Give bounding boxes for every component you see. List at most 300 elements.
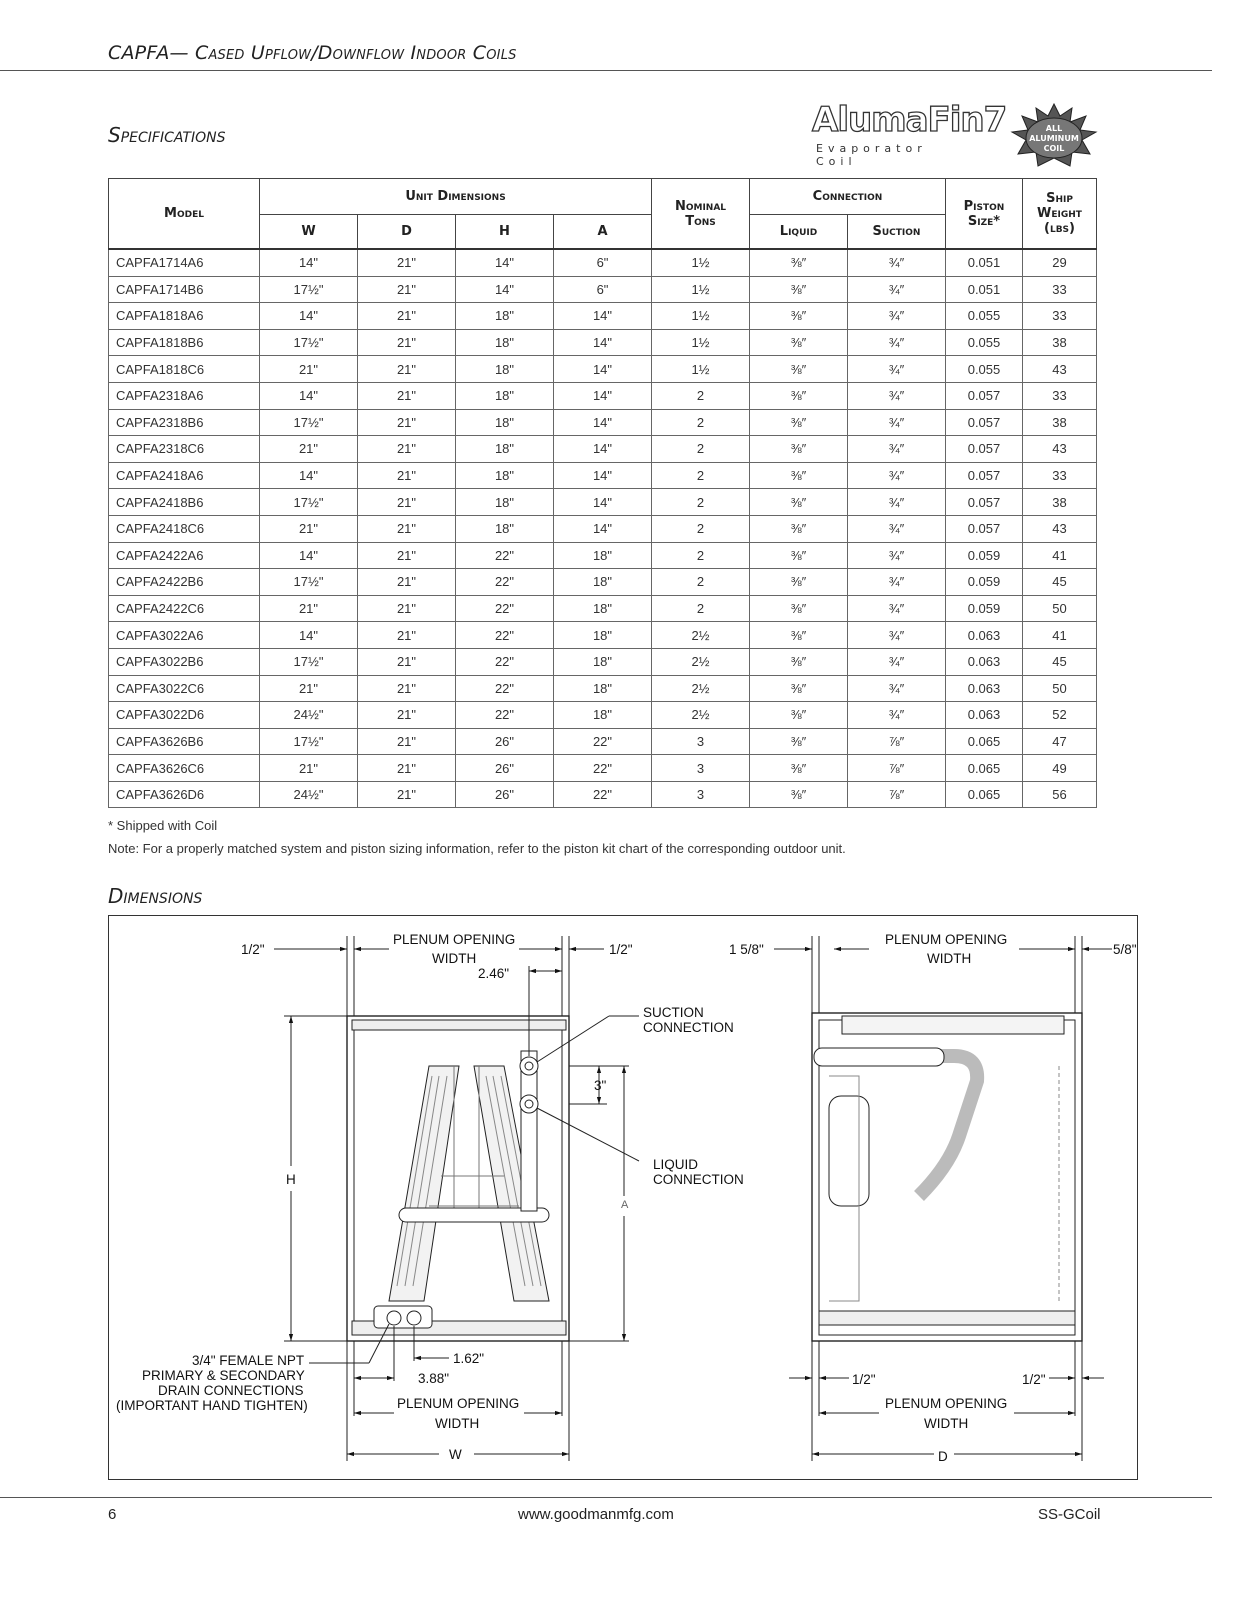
table-cell: 2½ [652, 622, 750, 649]
table-cell: 43 [1023, 436, 1097, 463]
table-cell: 21" [358, 356, 456, 383]
liquid-label-1: LIQUID [653, 1157, 699, 1172]
table-cell: ⅜″ [750, 702, 848, 729]
table-cell: ¾″ [848, 276, 946, 303]
table-row [109, 382, 1097, 409]
table-row [109, 515, 1097, 542]
side-d-label: D [938, 1449, 948, 1464]
table-cell: ¾″ [848, 489, 946, 516]
table-cell: 14" [554, 462, 652, 489]
table-cell: 56 [1023, 781, 1097, 808]
dimensions-diagram [108, 915, 1138, 1480]
side-header-tube [814, 1048, 944, 1066]
table-cell: 29 [1023, 249, 1097, 276]
table-cell: 33 [1023, 276, 1097, 303]
table-row [109, 702, 1097, 729]
table-cell: 18" [456, 462, 554, 489]
table-cell: CAPFA2422A6 [109, 542, 260, 569]
side-half-right: 1/2" [1022, 1372, 1046, 1387]
header-suction: Suction [848, 215, 946, 250]
table-row [109, 781, 1097, 808]
table-cell: 3 [652, 728, 750, 755]
table-cell: CAPFA1714B6 [109, 276, 260, 303]
table-cell: 21" [358, 728, 456, 755]
table-cell: 21" [358, 489, 456, 516]
table-cell: ¾″ [848, 436, 946, 463]
table-cell: 22" [456, 648, 554, 675]
table-cell: 2 [652, 569, 750, 596]
table-cell: 21" [260, 436, 358, 463]
footer-rule [0, 1497, 1212, 1498]
front-dim-246: 2.46" [478, 966, 510, 981]
table-cell: ¾″ [848, 675, 946, 702]
table-cell: 2 [652, 382, 750, 409]
table-cell: 47 [1023, 728, 1097, 755]
table-cell: 22" [456, 675, 554, 702]
table-cell: 0.057 [946, 382, 1023, 409]
table-cell: ⅜″ [750, 781, 848, 808]
table-cell: ⅜″ [750, 515, 848, 542]
table-cell: 18" [456, 303, 554, 330]
table-cell: 17½" [260, 648, 358, 675]
page-header-title: CAPFA— Cased Upflow/Downflow Indoor Coils [108, 42, 517, 64]
table-row [109, 303, 1097, 330]
footer-doc-id: SS-GCoil [1038, 1506, 1101, 1523]
table-cell: ¾″ [848, 303, 946, 330]
table-cell: 14" [554, 303, 652, 330]
table-cell: ⅜″ [750, 356, 848, 383]
table-cell: ⅜″ [750, 648, 848, 675]
table-cell: ¾″ [848, 462, 946, 489]
table-cell: CAPFA2422B6 [109, 569, 260, 596]
drain-primary [387, 1311, 401, 1325]
table-cell: ⅜″ [750, 409, 848, 436]
table-cell: 21" [358, 409, 456, 436]
front-dim-388: 3.88" [418, 1371, 450, 1386]
all-aluminum-coil-badge [1010, 102, 1098, 170]
footnote-note: Note: For a properly matched system and piston sizing information, refer to the piston kit chart of the corresponding outdoor unit. [108, 841, 846, 856]
table-cell: 17½" [260, 329, 358, 356]
table-cell: ⅞″ [848, 755, 946, 782]
table-row [109, 329, 1097, 356]
side-plenum-top-2: WIDTH [927, 951, 972, 966]
specifications-title: Specifications [108, 123, 226, 147]
suction-label-2: CONNECTION [643, 1020, 734, 1035]
side-drain-pan [819, 1311, 1075, 1325]
table-cell: ¾″ [848, 249, 946, 276]
table-row [109, 622, 1097, 649]
front-dim-162: 1.62" [453, 1351, 485, 1366]
table-cell: 33 [1023, 303, 1097, 330]
table-cell: ⅜″ [750, 595, 848, 622]
table-cell: 52 [1023, 702, 1097, 729]
table-row [109, 489, 1097, 516]
table-cell: CAPFA3022B6 [109, 648, 260, 675]
table-cell: CAPFA2418A6 [109, 462, 260, 489]
table-row [109, 249, 1097, 276]
table-cell: CAPFA1818C6 [109, 356, 260, 383]
alumafin-logo [812, 100, 1007, 168]
table-cell: 3 [652, 755, 750, 782]
table-cell: 14" [554, 489, 652, 516]
table-cell: 18" [456, 329, 554, 356]
side-plenum-bottom-1: PLENUM OPENING [885, 1396, 1008, 1411]
table-cell: 18" [554, 648, 652, 675]
table-cell: ⅜″ [750, 569, 848, 596]
table-cell: 6" [554, 276, 652, 303]
table-cell: 0.055 [946, 329, 1023, 356]
table-cell: ⅞″ [848, 728, 946, 755]
table-cell: 0.063 [946, 648, 1023, 675]
table-cell: 50 [1023, 595, 1097, 622]
table-cell: 33 [1023, 462, 1097, 489]
table-cell: 18" [554, 595, 652, 622]
table-cell: 26" [456, 755, 554, 782]
header-d: D [358, 215, 456, 250]
table-cell: 22" [554, 728, 652, 755]
table-cell: 41 [1023, 622, 1097, 649]
table-cell: ¾″ [848, 329, 946, 356]
table-row [109, 276, 1097, 303]
table-cell: 45 [1023, 648, 1097, 675]
table-cell: 43 [1023, 356, 1097, 383]
table-cell: 21" [358, 702, 456, 729]
table-cell: 21" [358, 622, 456, 649]
table-cell: CAPFA2422C6 [109, 595, 260, 622]
table-cell: 21" [358, 382, 456, 409]
table-cell: 18" [456, 382, 554, 409]
table-cell: 18" [554, 542, 652, 569]
table-cell: 14" [260, 542, 358, 569]
table-cell: 2 [652, 409, 750, 436]
table-cell: 22" [456, 569, 554, 596]
table-cell: 0.065 [946, 781, 1023, 808]
table-cell: CAPFA3626C6 [109, 755, 260, 782]
liquid-label-2: CONNECTION [653, 1172, 744, 1187]
table-cell: ⅜″ [750, 622, 848, 649]
table-row [109, 356, 1097, 383]
header-liquid: Liquid [750, 215, 848, 250]
table-cell: ⅜″ [750, 542, 848, 569]
table-cell: 18" [456, 436, 554, 463]
front-a-label: A [621, 1199, 629, 1211]
specifications-table [108, 178, 1097, 808]
table-cell: 21" [358, 329, 456, 356]
table-cell: 14" [260, 382, 358, 409]
table-cell: CAPFA2418C6 [109, 515, 260, 542]
drain-pan-block [374, 1306, 432, 1328]
table-row [109, 542, 1097, 569]
table-cell: CAPFA2418B6 [109, 489, 260, 516]
table-cell: 38 [1023, 329, 1097, 356]
table-cell: 21" [358, 436, 456, 463]
table-row [109, 462, 1097, 489]
table-cell: 17½" [260, 728, 358, 755]
table-cell: 14" [554, 436, 652, 463]
side-dim-158: 1 5/8" [729, 942, 764, 957]
table-cell: 18" [456, 356, 554, 383]
table-cell: ¾″ [848, 409, 946, 436]
table-cell: 21" [358, 569, 456, 596]
suction-label-1: SUCTION [643, 1005, 704, 1020]
table-row [109, 595, 1097, 622]
table-row [109, 755, 1097, 782]
side-plenum-bottom-2: WIDTH [924, 1416, 969, 1431]
table-cell: 21" [358, 249, 456, 276]
table-cell: 45 [1023, 569, 1097, 596]
table-cell: 0.059 [946, 595, 1023, 622]
table-cell: 17½" [260, 489, 358, 516]
table-cell: ¾″ [848, 515, 946, 542]
side-view [774, 936, 1112, 1461]
table-cell: 0.063 [946, 702, 1023, 729]
table-cell: 6" [554, 249, 652, 276]
front-dim-3: 3" [594, 1078, 607, 1093]
header-rule [0, 70, 1212, 71]
table-cell: ⅜″ [750, 382, 848, 409]
table-cell: 0.051 [946, 249, 1023, 276]
table-cell: 2 [652, 595, 750, 622]
header-h: H [456, 215, 554, 250]
table-cell: 0.059 [946, 542, 1023, 569]
front-half-inch-left: 1/2" [241, 942, 265, 957]
table-cell: 2 [652, 462, 750, 489]
logo-brand: AlumaFin7 [812, 100, 1007, 140]
table-cell: 0.057 [946, 462, 1023, 489]
table-cell: 14" [554, 329, 652, 356]
drain-label-4: (IMPORTANT HAND TIGHTEN) [116, 1398, 308, 1413]
header-nominal-tons: Nominal Tons [652, 179, 750, 250]
side-top-rail [842, 1016, 1064, 1034]
badge-line-2: ALUMINUM [1029, 134, 1079, 143]
table-cell: 0.057 [946, 489, 1023, 516]
table-cell: CAPFA3022C6 [109, 675, 260, 702]
table-cell: 21" [358, 276, 456, 303]
table-cell: 22" [456, 622, 554, 649]
table-cell: 1½ [652, 356, 750, 383]
table-cell: 18" [456, 489, 554, 516]
table-cell: 21" [260, 675, 358, 702]
table-cell: ¾″ [848, 569, 946, 596]
table-cell: 14" [456, 249, 554, 276]
header-a: A [554, 215, 652, 250]
table-cell: ⅞″ [848, 781, 946, 808]
table-cell: 0.057 [946, 515, 1023, 542]
table-cell: 24½" [260, 702, 358, 729]
footer-url: www.goodmanmfg.com [518, 1506, 674, 1523]
side-plenum-top-1: PLENUM OPENING [885, 932, 1008, 947]
front-plenum-bottom-2: WIDTH [435, 1416, 480, 1431]
table-cell: ⅜″ [750, 303, 848, 330]
table-cell: 21" [260, 755, 358, 782]
table-cell: 2½ [652, 675, 750, 702]
table-cell: ⅜″ [750, 436, 848, 463]
table-cell: 41 [1023, 542, 1097, 569]
table-cell: 0.063 [946, 622, 1023, 649]
table-cell: 0.057 [946, 436, 1023, 463]
table-cell: 24½" [260, 781, 358, 808]
table-cell: ⅜″ [750, 249, 848, 276]
header-unit-dimensions: Unit Dimensions [260, 179, 652, 215]
specifications-table-body [109, 249, 1097, 808]
table-cell: ¾″ [848, 622, 946, 649]
table-cell: 3 [652, 781, 750, 808]
table-cell: 18" [456, 515, 554, 542]
table-cell: 14" [260, 462, 358, 489]
front-view [274, 936, 639, 1461]
badge-line-1: ALL [1045, 124, 1063, 133]
table-cell: CAPFA2318B6 [109, 409, 260, 436]
table-cell: 0.051 [946, 276, 1023, 303]
table-cell: 21" [358, 781, 456, 808]
table-cell: CAPFA3626B6 [109, 728, 260, 755]
table-cell: 0.059 [946, 569, 1023, 596]
table-cell: 0.055 [946, 303, 1023, 330]
table-cell: 0.057 [946, 409, 1023, 436]
table-cell: CAPFA1818A6 [109, 303, 260, 330]
table-cell: 21" [358, 303, 456, 330]
table-cell: CAPFA3022A6 [109, 622, 260, 649]
table-cell: ⅜″ [750, 675, 848, 702]
logo-tagline: Evaporator Coil [816, 142, 927, 168]
table-cell: 14" [260, 622, 358, 649]
footer-page-number: 6 [108, 1506, 117, 1523]
table-cell: 33 [1023, 382, 1097, 409]
table-cell: 2 [652, 542, 750, 569]
dimensions-title: Dimensions [108, 884, 203, 908]
table-cell: 21" [260, 515, 358, 542]
table-cell: 2 [652, 489, 750, 516]
header-piston-size: Piston Size* [946, 179, 1023, 250]
table-cell: 22" [456, 702, 554, 729]
table-cell: ⅜″ [750, 329, 848, 356]
table-cell: ⅜″ [750, 276, 848, 303]
table-cell: 14" [456, 276, 554, 303]
table-row [109, 409, 1097, 436]
table-row [109, 569, 1097, 596]
table-cell: 21" [358, 462, 456, 489]
table-cell: 14" [554, 382, 652, 409]
side-accumulator [829, 1096, 869, 1206]
coil-left-slab [389, 1066, 459, 1301]
table-cell: 49 [1023, 755, 1097, 782]
front-w-label: W [449, 1447, 462, 1462]
table-cell: 26" [456, 781, 554, 808]
table-cell: 26" [456, 728, 554, 755]
table-cell: 1½ [652, 276, 750, 303]
front-half-inch-right: 1/2" [609, 942, 633, 957]
table-cell: 2½ [652, 702, 750, 729]
table-cell: 43 [1023, 515, 1097, 542]
table-cell: 22" [456, 595, 554, 622]
header-connection: Connection [750, 179, 946, 215]
table-cell: ⅜″ [750, 755, 848, 782]
header-w: W [260, 215, 358, 250]
table-cell: 21" [260, 595, 358, 622]
table-cell: 0.055 [946, 356, 1023, 383]
table-cell: ⅜″ [750, 462, 848, 489]
table-cell: 17½" [260, 409, 358, 436]
table-cell: 21" [358, 648, 456, 675]
table-cell: CAPFA2318A6 [109, 382, 260, 409]
table-cell: 14" [554, 515, 652, 542]
table-cell: 17½" [260, 569, 358, 596]
front-plenum-top-2: WIDTH [432, 951, 477, 966]
table-cell: 2 [652, 515, 750, 542]
table-cell: 1½ [652, 303, 750, 330]
table-cell: 0.065 [946, 728, 1023, 755]
table-row [109, 436, 1097, 463]
table-cell: 21" [358, 515, 456, 542]
header-ship-weight: Ship Weight (lbs) [1023, 179, 1097, 250]
table-cell: 18" [554, 622, 652, 649]
table-cell: 38 [1023, 489, 1097, 516]
table-cell: CAPFA1818B6 [109, 329, 260, 356]
table-cell: 2½ [652, 648, 750, 675]
table-cell: CAPFA1714A6 [109, 249, 260, 276]
table-cell: 18" [456, 409, 554, 436]
table-row [109, 675, 1097, 702]
table-cell: 17½" [260, 276, 358, 303]
table-cell: 0.063 [946, 675, 1023, 702]
table-row [109, 648, 1097, 675]
table-cell: 50 [1023, 675, 1097, 702]
table-cell: ⅜″ [750, 728, 848, 755]
table-cell: 1½ [652, 329, 750, 356]
footnote-shipped: * Shipped with Coil [108, 818, 218, 833]
table-cell: CAPFA3022D6 [109, 702, 260, 729]
badge-line-3: COIL [1043, 144, 1065, 153]
table-cell: 21" [260, 356, 358, 383]
table-cell: CAPFA3626D6 [109, 781, 260, 808]
drain-label-2: PRIMARY & SECONDARY [142, 1368, 305, 1383]
side-dim-58: 5/8" [1113, 942, 1137, 957]
table-cell: 14" [554, 409, 652, 436]
table-row [109, 728, 1097, 755]
table-cell: ⅜″ [750, 489, 848, 516]
table-cell: 18" [554, 675, 652, 702]
table-cell: 14" [260, 249, 358, 276]
table-cell: 2 [652, 436, 750, 463]
table-cell: 22" [456, 542, 554, 569]
table-cell: 0.065 [946, 755, 1023, 782]
front-h-label: H [286, 1172, 296, 1187]
table-cell: ¾″ [848, 382, 946, 409]
table-cell: ¾″ [848, 542, 946, 569]
table-cell: ¾″ [848, 356, 946, 383]
drain-label-3: DRAIN CONNECTIONS [158, 1383, 304, 1398]
table-cell: CAPFA2318C6 [109, 436, 260, 463]
table-cell: 21" [358, 675, 456, 702]
front-plenum-bottom-1: PLENUM OPENING [397, 1396, 520, 1411]
header-model: Model [109, 179, 260, 250]
top-flange [352, 1020, 566, 1030]
drain-secondary [407, 1311, 421, 1325]
front-plenum-top-1: PLENUM OPENING [393, 932, 516, 947]
table-cell: 22" [554, 755, 652, 782]
table-cell: 18" [554, 569, 652, 596]
table-cell: 22" [554, 781, 652, 808]
table-cell: 38 [1023, 409, 1097, 436]
table-cell: ¾″ [848, 702, 946, 729]
side-half-left: 1/2" [852, 1372, 876, 1387]
table-cell: 14" [260, 303, 358, 330]
table-cell: 21" [358, 595, 456, 622]
table-cell: 1½ [652, 249, 750, 276]
table-cell: 18" [554, 702, 652, 729]
table-cell: 21" [358, 542, 456, 569]
table-cell: ¾″ [848, 648, 946, 675]
